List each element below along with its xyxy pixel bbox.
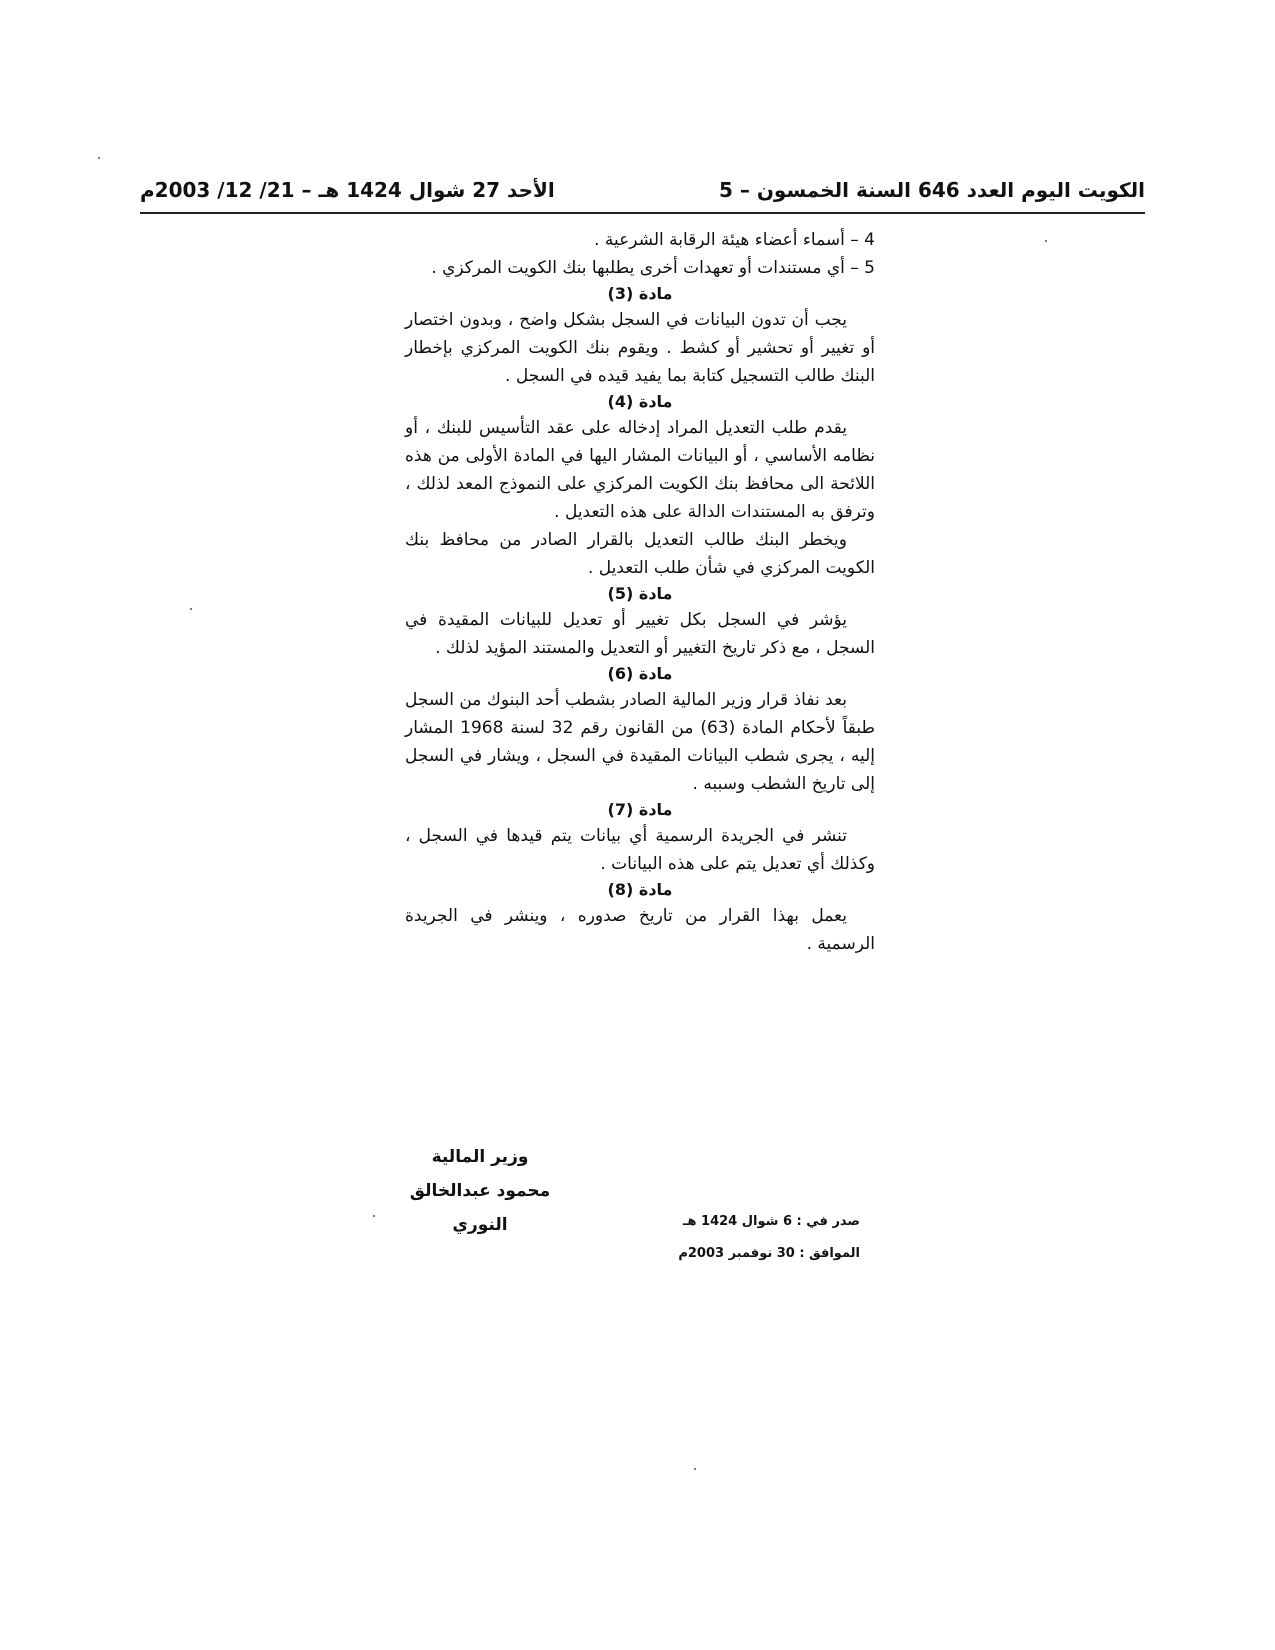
article-7-title: مادة (7)	[607, 800, 673, 819]
list-item: 4 – أسماء أعضاء هيئة الرقابة الشرعية .	[594, 230, 875, 250]
article-4-title: مادة (4)	[607, 392, 673, 411]
article-7-paragraph: تنشر في الجريدة الرسمية أي بيانات يتم قيدها في السجل ، وكذلك أي تعديل يتم على هذه البيانات .	[405, 826, 875, 874]
issue-date-hijri: صدر في : 6 شوال 1424 هـ	[683, 1214, 860, 1229]
article-8-title: مادة (8)	[607, 880, 673, 899]
scan-speck	[98, 157, 100, 159]
article-4-paragraph: ويخطر البنك طالب التعديل بالقرار الصادر من محافظ بنك الكويت المركزي في شأن طلب التعديل .	[405, 530, 875, 578]
article-5-title: مادة (5)	[607, 584, 673, 603]
article-6-paragraph: بعد نفاذ قرار وزير المالية الصادر بشطب أحد البنوك من السجل طبقاً لأحكام المادة (63) من القانون رقم 32 لسنة 1968 المشار إليه ، يجرى شطب البيانات المقيدة في السجل ، ويشار في السجل إلى تاريخ الشطب وسببه .	[405, 690, 876, 794]
list-item: 5 – أي مستندات أو تعهدات أخرى يطلبها بنك الكويت المركزي .	[431, 258, 875, 278]
article-3-paragraph: يجب أن تدون البيانات في السجل بشكل واضح ، وبدون اختصار أو تغيير أو تحشير أو كشط . ويقوم بنك الكويت المركزي بإخطار البنك طالب التسجيل كتابة بما يفيد قيده في السجل .	[405, 310, 875, 386]
issue-date-block	[640, 1206, 860, 1270]
header-publication-info: الكويت اليوم العدد 646 السنة الخمسون – 5	[719, 178, 1145, 202]
issue-date-gregorian: الموافق : 30 نوفمبر 2003م	[678, 1246, 860, 1261]
scan-speck	[694, 1468, 696, 1470]
header-rule	[140, 212, 1145, 214]
signature-name: محمود عبدالخالق النوري	[409, 1181, 551, 1235]
document-column	[405, 226, 875, 958]
article-4-paragraph: يقدم طلب التعديل المراد إدخاله على عقد التأسيس للبنك ، أو نظامه الأساسي ، أو البيانات المشار اليها في المادة الأولى من هذه اللائحة الى محافظ بنك الكويت المركزي على النموذج المعد لذلك ، وترفق به المستندات الدالة على هذه التعديل .	[405, 418, 875, 522]
article-3-title: مادة (3)	[607, 284, 673, 303]
signature-block	[400, 1140, 560, 1242]
signature-title: وزير المالية	[431, 1147, 529, 1167]
page-header	[140, 178, 1145, 212]
scan-speck	[1045, 240, 1047, 242]
scan-speck	[190, 608, 192, 610]
header-date: الأحد 27 شوال 1424 هـ – 21/ 12/ 2003م	[140, 178, 555, 202]
article-8-paragraph: يعمل بهذا القرار من تاريخ صدوره ، وينشر في الجريدة الرسمية .	[405, 906, 875, 954]
scan-speck	[373, 1215, 375, 1217]
article-6-title: مادة (6)	[607, 664, 673, 683]
article-5-paragraph: يؤشر في السجل بكل تغيير أو تعديل للبيانات المقيدة في السجل ، مع ذكر تاريخ التغيير أو التعديل والمستند المؤيد لذلك .	[405, 610, 875, 658]
